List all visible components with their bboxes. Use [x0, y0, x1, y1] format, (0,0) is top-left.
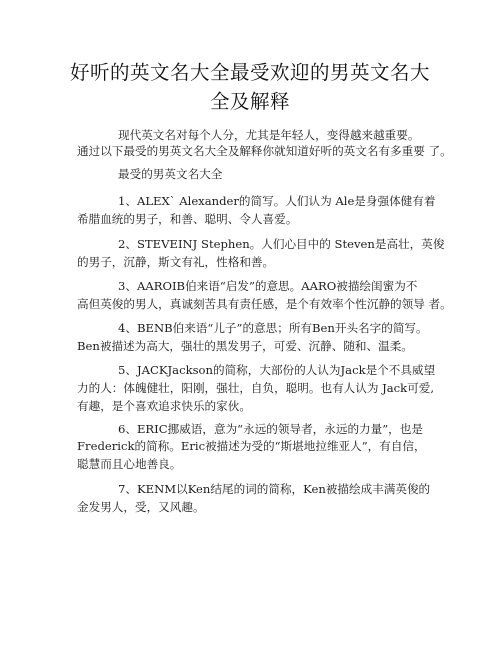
entry-2-line-2: 的男子，沉静，斯文有礼，性格和善。 — [77, 255, 275, 269]
entry-3-line-1: 3、AAROIB伯来语“启发”的意思。AARO被描绘闺蜜为不 — [118, 279, 418, 293]
entry-3-line-2: 高但英俊的男人，真诚刻苦具有责任感，是个有效率个性沉静的领导 者。 — [77, 297, 452, 311]
entry-1-line-1: 1、ALEX` Alexander的简写。人们认为 Ale是身强体健有着 — [118, 194, 436, 208]
entry-6-line-2: Frederick的简称。Eric被描述为受的“斯堪地拉维亚人”，有自信， — [77, 439, 426, 453]
intro-line-2: 通过以下最受的男英文名大全及解释你就知道好听的英文名有多重要 了。 — [77, 144, 452, 158]
section-heading: 最受的男英文名大全 — [118, 167, 223, 181]
entry-5-line-3: 有趣，是个喜欢追求快乐的家伙。 — [77, 399, 251, 413]
title-line-1: 好听的英文名大全最受欢迎的男英文名大 — [69, 61, 430, 84]
entry-1-line-2: 希腊血统的男子，和善、聪明、令人喜爱。 — [77, 212, 298, 226]
entry-6-line-1: 6、ERIC挪威语，意为“永远的领导者，永远的力量”，也是 — [118, 422, 423, 436]
entry-2-line-1: 2、STEVEINJ Stephen。人们心目中的 Steven是高壮，英俊 — [118, 237, 445, 251]
entry-5-line-1: 5、JACKJackson的简称，大部份的人认为Jack是个不具威望 — [118, 363, 436, 377]
intro-line-1: 现代英文名对每个人分，尤其是年轻人，变得越来越重要。 — [118, 128, 420, 142]
entry-7-line-2: 金发男人，受，又风趣。 — [77, 500, 205, 514]
entry-7-line-1: 7、KENM以Ken结尾的词的简称，Ken被描绘成丰满英俊的 — [118, 482, 431, 496]
entry-4-line-2: Ben被描述为高大，强壮的黑发男子，可爱、沉静、随和、温柔。 — [77, 339, 413, 353]
entry-5-line-2: 力的人：体魄健壮，阳刚，强壮，自负，聪明。也有人认为 Jack可爱, — [77, 381, 435, 395]
title-line-2: 全及解释 — [209, 90, 290, 113]
entry-4-line-1: 4、BENB伯来语“儿子”的意思；所有Ben开头名字的简写。 — [118, 321, 428, 335]
entry-6-line-3: 聪慧而且心地善良。 — [77, 457, 182, 471]
